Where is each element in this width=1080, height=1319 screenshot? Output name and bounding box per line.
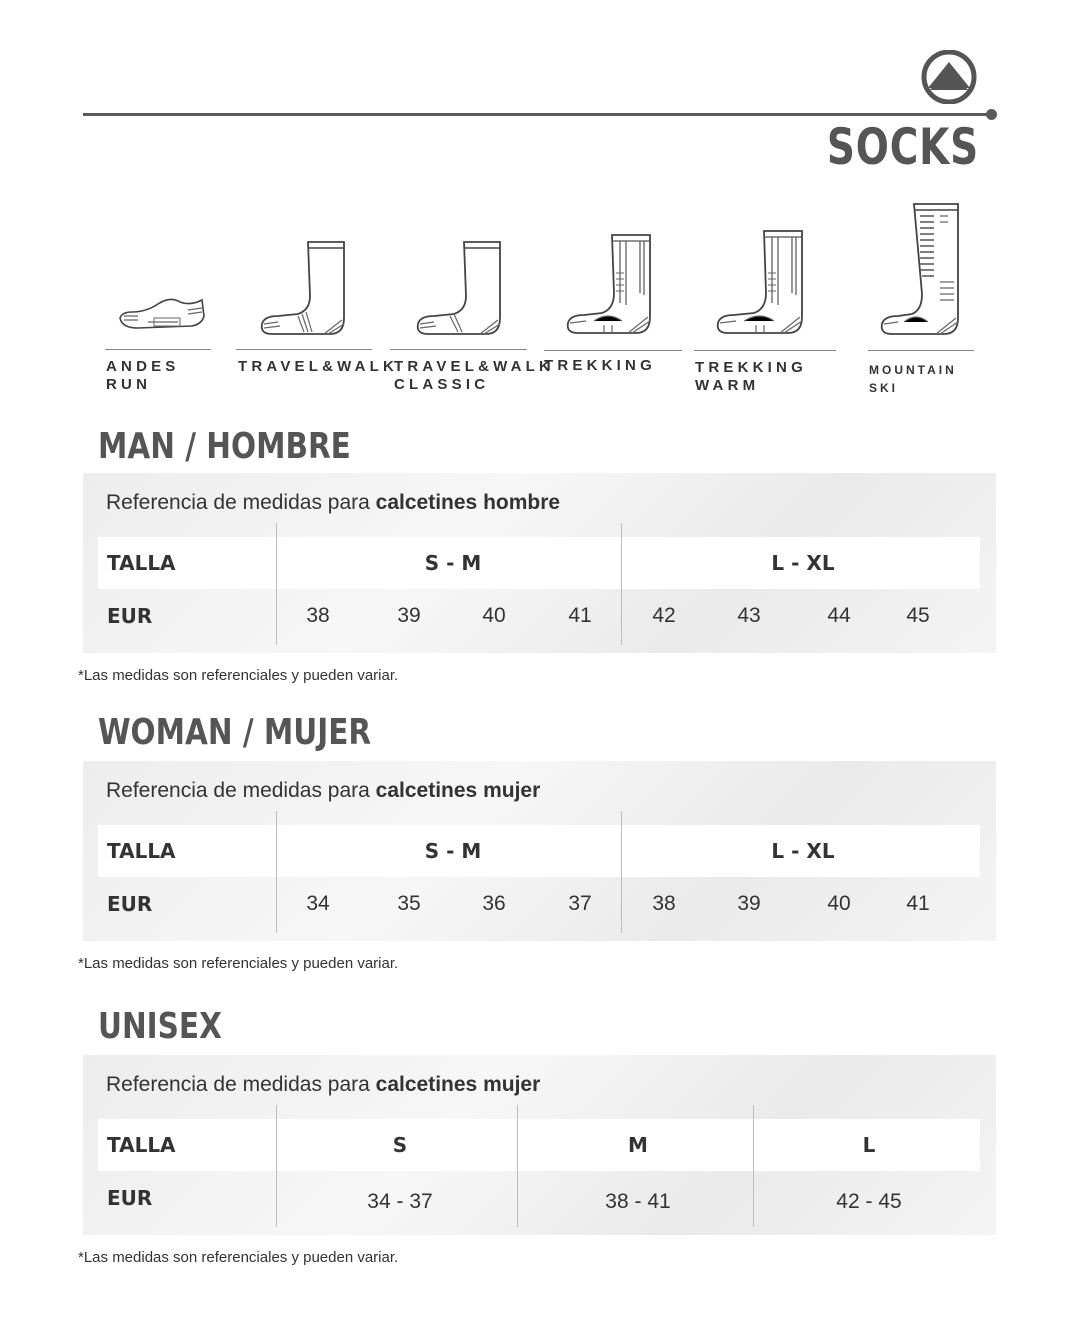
size-label: M (628, 1133, 648, 1157)
table-caption (106, 779, 540, 803)
eur-range: 38 - 41 (605, 1190, 671, 1213)
mountain-logo-icon (918, 50, 980, 104)
crew-sock-icon (258, 240, 348, 336)
caption-text: Referencia de medidas para (106, 1073, 376, 1096)
sock-label: ANDES RUN (106, 358, 180, 393)
eur-value: 44 (827, 604, 851, 627)
size-label: L (862, 1133, 876, 1157)
sock-label: TREKKING (544, 357, 656, 374)
eur-value: 41 (568, 604, 592, 627)
sock-divider (236, 349, 372, 350)
eur-value: 37 (568, 892, 592, 915)
sock-label: MOUNTAIN SKI (869, 363, 957, 395)
sock-divider (868, 350, 974, 351)
sock-divider (694, 350, 836, 351)
disclaimer-note: *Las medidas son referenciales y pueden variar. (78, 667, 399, 684)
eur-value: 42 (652, 604, 676, 627)
section-title-woman: WOMAN / MUJER (98, 712, 372, 753)
table-caption (106, 1073, 540, 1097)
size-group: S - M (424, 839, 482, 863)
size-group: L - XL (771, 551, 835, 575)
eur-value: 45 (906, 604, 930, 627)
eur-label: EUR (107, 1186, 153, 1210)
eur-range: 42 - 45 (836, 1190, 902, 1213)
eur-value: 36 (482, 892, 506, 915)
size-table-unisex (83, 1055, 996, 1235)
eur-range: 34 - 37 (367, 1190, 433, 1213)
eur-value: 40 (827, 892, 851, 915)
size-label: S (392, 1133, 408, 1157)
caption-bold-text: calcetines mujer (375, 1073, 541, 1096)
column-divider (276, 1105, 277, 1227)
header-rule (83, 113, 991, 116)
talla-label: TALLA (107, 839, 176, 863)
sock-divider (105, 349, 211, 350)
sock-label: TRAVEL&WALK CLASSIC (394, 358, 555, 393)
crew-sock-icon (414, 240, 504, 336)
sock-divider (544, 350, 682, 351)
eur-value: 38 (652, 892, 676, 915)
talla-label: TALLA (107, 551, 176, 575)
caption-text: Referencia de medidas para (106, 491, 376, 514)
talla-row (98, 537, 980, 589)
table-caption (106, 491, 560, 515)
eur-value: 38 (306, 604, 330, 627)
sock-label: TREKKING WARM (695, 359, 807, 394)
trekking-sock-icon (714, 229, 806, 337)
size-group: L - XL (771, 839, 835, 863)
eur-label: EUR (107, 604, 153, 628)
column-divider (621, 523, 622, 645)
size-table-man (83, 473, 996, 653)
ankle-sock-icon (118, 292, 208, 332)
column-divider (753, 1105, 754, 1227)
talla-label: TALLA (107, 1133, 176, 1157)
size-group: S - M (424, 551, 482, 575)
column-divider (276, 811, 277, 933)
section-title-man: MAN / HOMBRE (98, 426, 351, 467)
disclaimer-note: *Las medidas son referenciales y pueden variar. (78, 955, 399, 972)
eur-value: 34 (306, 892, 330, 915)
caption-bold-text: calcetines hombre (375, 491, 561, 514)
eur-value: 43 (737, 604, 761, 627)
ski-sock-icon (878, 202, 962, 338)
trekking-sock-icon (564, 233, 654, 337)
section-title-unisex: UNISEX (98, 1006, 222, 1047)
eur-label: EUR (107, 892, 153, 916)
talla-row (98, 1119, 980, 1171)
talla-row (98, 825, 980, 877)
eur-value: 39 (737, 892, 761, 915)
caption-bold-text: calcetines mujer (375, 779, 541, 802)
caption-text: Referencia de medidas para (106, 779, 376, 802)
sock-divider (390, 349, 527, 350)
column-divider (276, 523, 277, 645)
eur-value: 41 (906, 892, 930, 915)
eur-value: 39 (397, 604, 421, 627)
page-title: SOCKS (826, 118, 979, 176)
column-divider (621, 811, 622, 933)
size-table-woman (83, 761, 996, 941)
eur-value: 35 (397, 892, 421, 915)
column-divider (517, 1105, 518, 1227)
sock-label: TRAVEL&WALK (238, 358, 399, 375)
header-rule-dot (986, 109, 997, 120)
eur-value: 40 (482, 604, 506, 627)
disclaimer-note: *Las medidas son referenciales y pueden variar. (78, 1249, 399, 1266)
